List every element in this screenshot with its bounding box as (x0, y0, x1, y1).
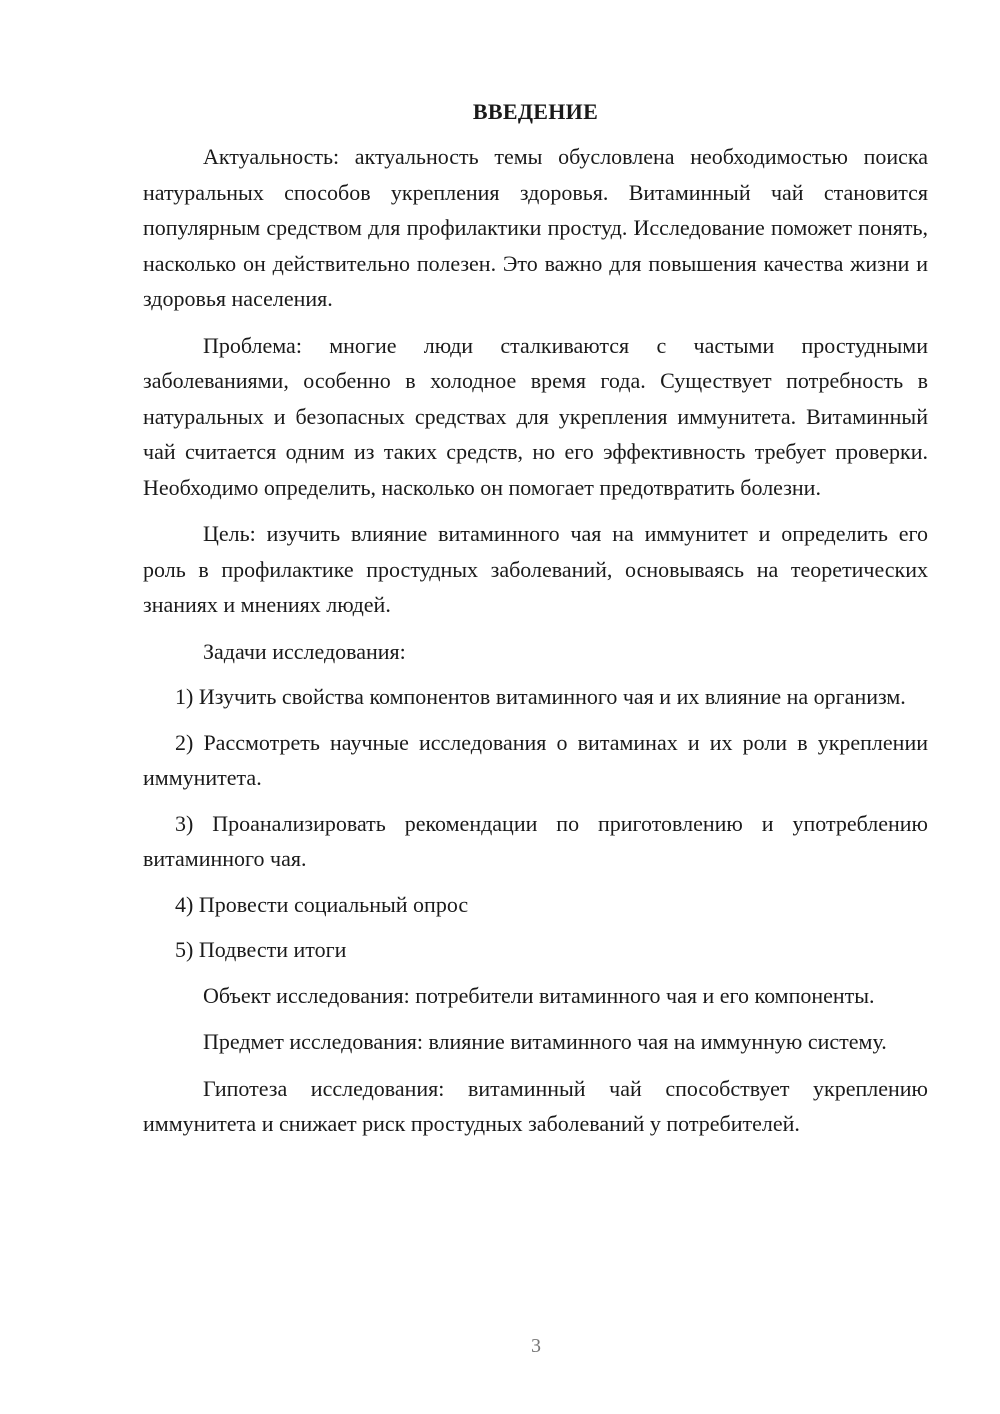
page-content (143, 94, 928, 1142)
page-number: 3 (531, 1335, 541, 1357)
goal-paragraph: Цель: изучить влияние витаминного чая на иммунитет и определить его роль в профилактике простудных заболеваний, основываясь на теоретических знаниях и мнениях людей. (143, 521, 928, 617)
hypothesis-paragraph: Гипотеза исследования: витаминный чай способствует укреплению иммунитета и снижает риск простудных заболеваний у потребителей. (143, 1075, 928, 1136)
task-item-4: 4) Провести социальный опрос (175, 891, 469, 917)
task-item-2: 2) Рассмотреть научные исследования о витаминах и их роли в укреплении иммунитета. (143, 729, 928, 790)
task-item-5: 5) Подвести итоги (175, 937, 347, 962)
problem-paragraph: Проблема: многие люди сталкиваются с частыми простудными заболеваниями, особенно в холодное время года. Существует потребность в натуральных и безопасных средствах для укрепления иммунитета. Витаминный чай считается одним из таких средств, но его эффективность требует проверки. Необходимо определить, насколько он помогает предотвратить болезни. (143, 332, 928, 500)
tasks-heading: Задачи исследования: (203, 638, 406, 664)
task-item-3: 3) Проанализировать рекомендации по приготовлению и употреблению витаминного чая. (143, 810, 928, 871)
object-paragraph: Объект исследования: потребители витаминного чая и его компоненты. (203, 982, 875, 1008)
section-title: ВВЕДЕНИЕ (472, 99, 599, 124)
task-item-1: 1) Изучить свойства компонентов витаминного чая и их влияние на организм. (175, 684, 906, 709)
subject-paragraph: Предмет исследования: влияние витаминного чая на иммунную систему. (203, 1029, 887, 1054)
relevance-paragraph: Актуальность: актуальность темы обусловлена необходимостью поиска натуральных способов укрепления здоровья. Витаминный чай становится популярным средством для профилактики простуд. Исследование поможет понять, насколько он действительно полезен. Это важно для повышения качества жизни и здоровья населения. (143, 144, 928, 311)
